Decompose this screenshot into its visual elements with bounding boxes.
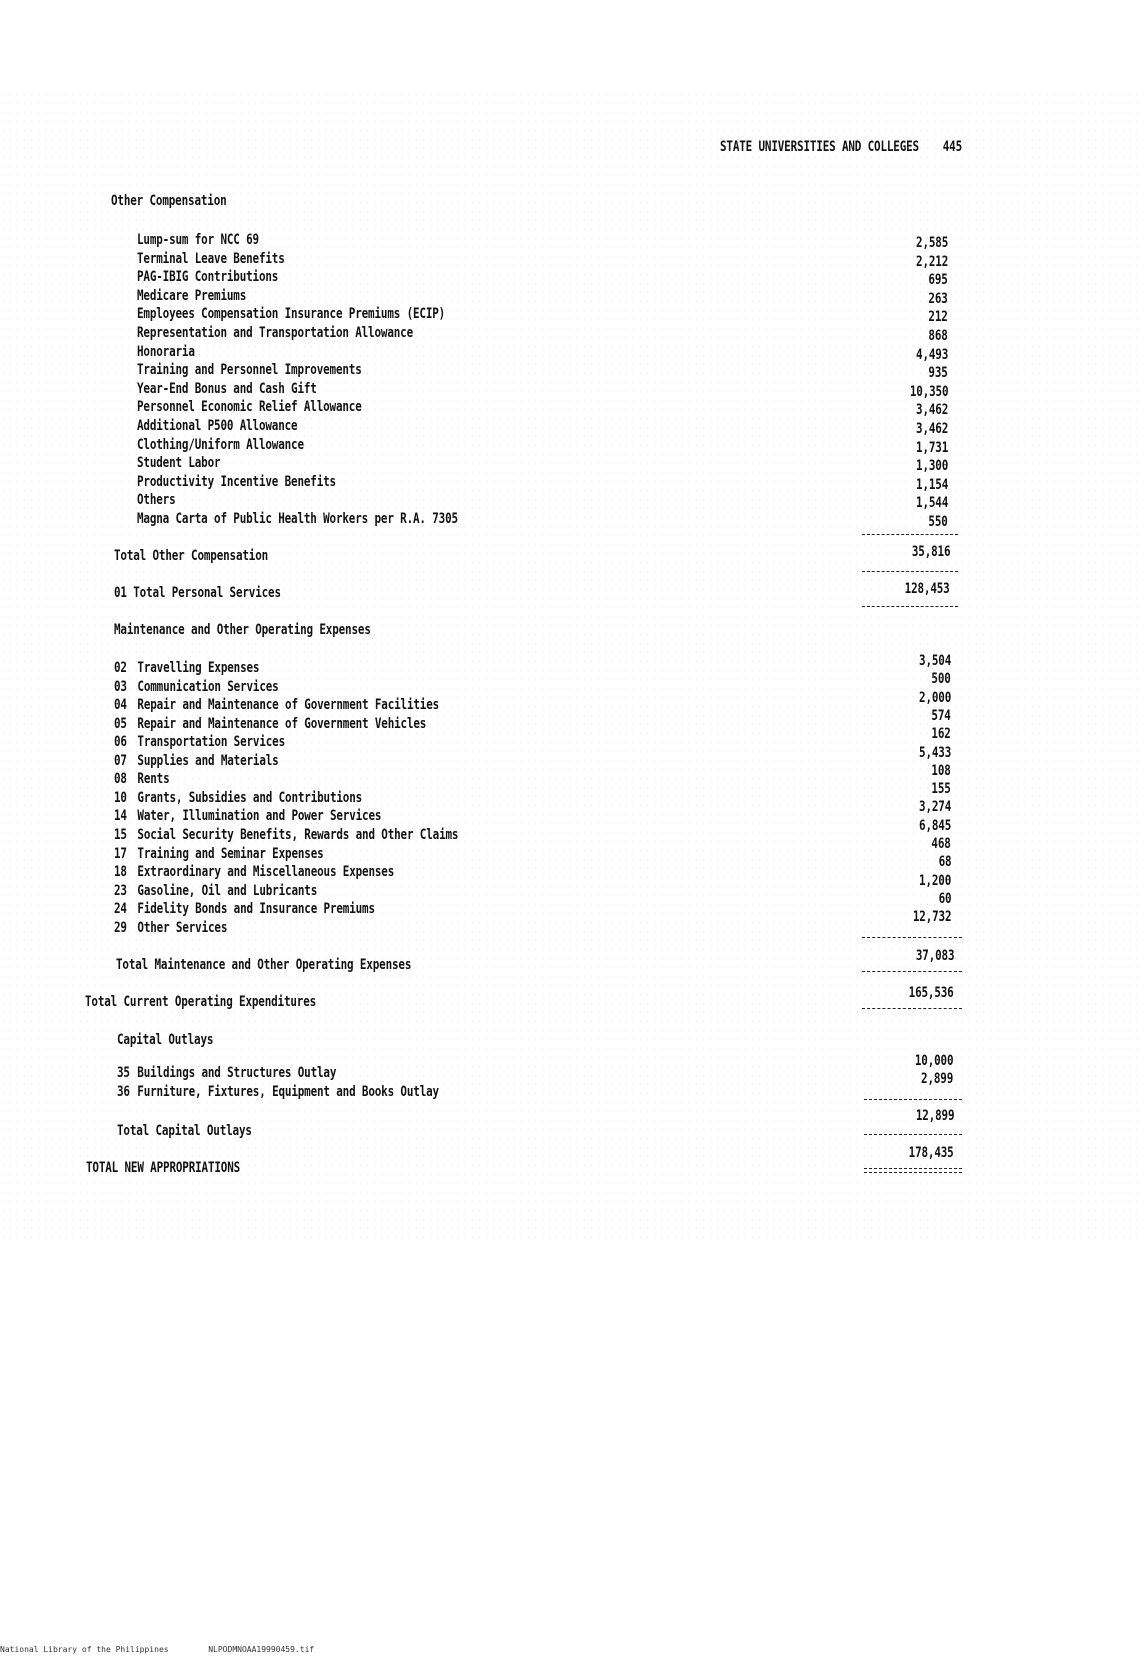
line-item-amount: 10,000	[914, 1053, 953, 1069]
object-code: 06	[114, 734, 127, 751]
subtotal-rule	[864, 1099, 962, 1100]
object-code: 07	[114, 752, 127, 769]
line-item-label	[114, 697, 439, 713]
line-item-amount: 695	[928, 272, 948, 289]
line-item-amount: 2,899	[920, 1071, 953, 1087]
total-other-compensation-amount: 35,816	[911, 544, 950, 560]
object-code: 03	[114, 678, 127, 695]
line-item-label: Personnel Economic Relief Allowance	[137, 399, 362, 416]
object-label: Social Security Benefits, Rewards and Other Claims	[137, 826, 459, 843]
line-item-amount: 10,350	[909, 383, 948, 400]
object-label: Gasoline, Oil and Lubricants	[137, 882, 318, 899]
running-header	[720, 139, 962, 155]
object-label: Furniture, Fixtures, Equipment and Books Outlay	[137, 1083, 439, 1100]
line-item-amount: 1,200	[918, 872, 951, 889]
line-item-amount: 5,433	[918, 744, 951, 761]
total-other-compensation-label: Total Other Compensation	[114, 548, 269, 564]
object-code: 04	[114, 697, 127, 714]
line-item-label: Honoraria	[137, 343, 195, 360]
object-code: 36	[117, 1083, 130, 1100]
line-item-label	[117, 1084, 439, 1100]
line-item-amount: 3,274	[918, 799, 951, 816]
line-item-label	[114, 827, 458, 843]
line-item-amount: 6,845	[918, 817, 951, 834]
line-item-amount: 60	[938, 890, 951, 907]
line-item-amount: 1,154	[915, 476, 948, 493]
line-item-label	[114, 790, 362, 806]
header-title: STATE UNIVERSITIES AND COLLEGES	[720, 139, 919, 155]
total-mooe-amount: 37,083	[915, 948, 954, 964]
line-item-amount: 12,732	[912, 909, 951, 926]
total-capital-outlays-label: Total Capital Outlays	[117, 1123, 252, 1139]
grand-total-label: TOTAL NEW APPROPRIATIONS	[86, 1160, 241, 1176]
object-label: Transportation Services	[137, 734, 286, 751]
line-item-label	[114, 883, 317, 899]
line-item-label	[114, 660, 259, 676]
line-item-amount: 3,462	[915, 421, 948, 437]
object-label: Supplies and Materials	[137, 752, 279, 769]
line-item-amount: 574	[931, 707, 951, 724]
line-item-label	[114, 920, 227, 936]
object-code: 24	[114, 901, 127, 918]
scan-footer	[0, 1645, 314, 1654]
line-item-label: Terminal Leave Benefits	[137, 250, 285, 267]
line-item-label: Medicare Premiums	[137, 287, 247, 304]
line-item-label	[114, 716, 426, 732]
object-code: 18	[114, 864, 127, 881]
line-item-amount: 1,300	[915, 458, 948, 475]
line-item-label: Clothing/Uniform Allowance	[137, 436, 304, 453]
line-item-label: Representation and Transportation Allowance	[137, 325, 413, 341]
line-item-amount: 3,504	[918, 653, 951, 669]
line-item-amount: 468	[931, 836, 951, 852]
total-personal-services-label: 01 Total Personal Services	[114, 585, 281, 601]
total-mooe-label: Total Maintenance and Other Operating Expenses	[116, 957, 412, 973]
object-code: 35	[117, 1065, 130, 1081]
object-code: 02	[114, 660, 127, 676]
object-label: Water, Illumination and Power Services	[137, 808, 382, 825]
object-code: 15	[114, 826, 127, 843]
line-item-label: Year-End Bonus and Cash Gift	[137, 380, 317, 397]
object-label: Extraordinary and Miscellaneous Expenses	[137, 864, 395, 881]
object-code: 05	[114, 715, 127, 732]
line-item-label	[114, 734, 285, 750]
section-heading-other-compensation: Other Compensation	[111, 193, 227, 209]
object-label: Training and Seminar Expenses	[137, 845, 324, 862]
object-label: Buildings and Structures Outlay	[137, 1065, 337, 1081]
line-item-amount: 868	[928, 328, 948, 344]
subtotal-rule	[864, 1134, 962, 1135]
line-item-label	[114, 864, 394, 880]
object-code: 14	[114, 808, 127, 825]
grand-total-amount: 178,435	[909, 1145, 954, 1161]
line-item-label	[114, 771, 170, 787]
total-current-operating-label: Total Current Operating Expenditures	[85, 994, 317, 1010]
line-item-amount: 2,585	[915, 235, 948, 251]
footer-file: NLPODMNOAA19990459.tif	[208, 1645, 315, 1654]
line-item-label	[114, 846, 324, 862]
line-item-amount: 212	[928, 309, 948, 326]
line-item-amount: 4,493	[915, 346, 948, 363]
line-item-amount: 155	[931, 781, 951, 798]
line-item-label: Training and Personnel Improvements	[137, 362, 362, 379]
total-capital-outlays-amount: 12,899	[915, 1108, 954, 1124]
subtotal-rule	[862, 534, 958, 535]
object-code: 10	[114, 789, 127, 806]
object-label: Fidelity Bonds and Insurance Premiums	[137, 901, 375, 918]
line-item-amount: 1,731	[915, 439, 948, 456]
line-item-label: Student Labor	[137, 455, 221, 472]
line-item-label: Employees Compensation Insurance Premiums (ECIP)	[137, 306, 446, 323]
line-item-label	[114, 753, 279, 769]
footer-library: National Library of the Philippines	[0, 1645, 169, 1654]
line-item-amount: 3,462	[915, 402, 948, 419]
line-item-label	[114, 808, 381, 824]
line-item-label: Magna Carta of Public Health Workers per R.A. 7305	[137, 511, 458, 527]
object-label: Rents	[137, 771, 170, 788]
line-item-amount: 550	[928, 514, 948, 530]
line-item-amount: 108	[931, 762, 951, 779]
object-code: 17	[114, 845, 127, 862]
line-item-label	[114, 679, 279, 695]
line-item-amount: 263	[928, 290, 948, 307]
object-label: Travelling Expenses	[137, 660, 260, 676]
subtotal-rule	[862, 971, 962, 972]
section-heading-mooe: Maintenance and Other Operating Expenses	[114, 622, 371, 638]
subtotal-rule	[862, 571, 958, 572]
line-item-label: Productivity Incentive Benefits	[137, 473, 336, 490]
line-item-amount: 2,212	[915, 253, 948, 270]
line-item-label: PAG-IBIG Contributions	[137, 269, 279, 286]
line-item-amount: 2,000	[918, 689, 951, 706]
line-item-amount: 500	[931, 671, 951, 688]
object-code: 23	[114, 882, 127, 899]
line-item-label	[114, 901, 375, 917]
line-item-label	[117, 1065, 336, 1081]
line-item-label: Additional P500 Allowance	[137, 418, 298, 434]
subtotal-rule	[862, 937, 962, 938]
object-label: Communication Services	[137, 678, 279, 695]
object-label: Other Services	[137, 919, 228, 936]
grand-total-double-rule	[864, 1168, 962, 1169]
object-label: Repair and Maintenance of Government Facilities	[137, 697, 440, 714]
line-item-amount: 162	[931, 726, 951, 743]
line-item-label: Lump-sum for NCC 69	[137, 232, 259, 248]
line-item-amount: 1,544	[915, 495, 948, 512]
section-heading-capital-outlays: Capital Outlays	[117, 1032, 214, 1048]
total-personal-services-amount: 128,453	[905, 581, 950, 597]
line-item-amount: 935	[928, 365, 948, 382]
object-code: 29	[114, 919, 127, 936]
total-current-operating-amount: 165,536	[909, 985, 954, 1001]
header-page-number: 445	[942, 139, 962, 155]
object-label: Repair and Maintenance of Government Vehicles	[137, 715, 427, 732]
object-label: Grants, Subsidies and Contributions	[137, 789, 363, 806]
line-item-label: Others	[137, 492, 176, 509]
object-code: 08	[114, 771, 127, 788]
line-item-amount: 68	[938, 854, 951, 871]
subtotal-rule	[862, 1008, 962, 1009]
subtotal-rule	[862, 606, 958, 607]
